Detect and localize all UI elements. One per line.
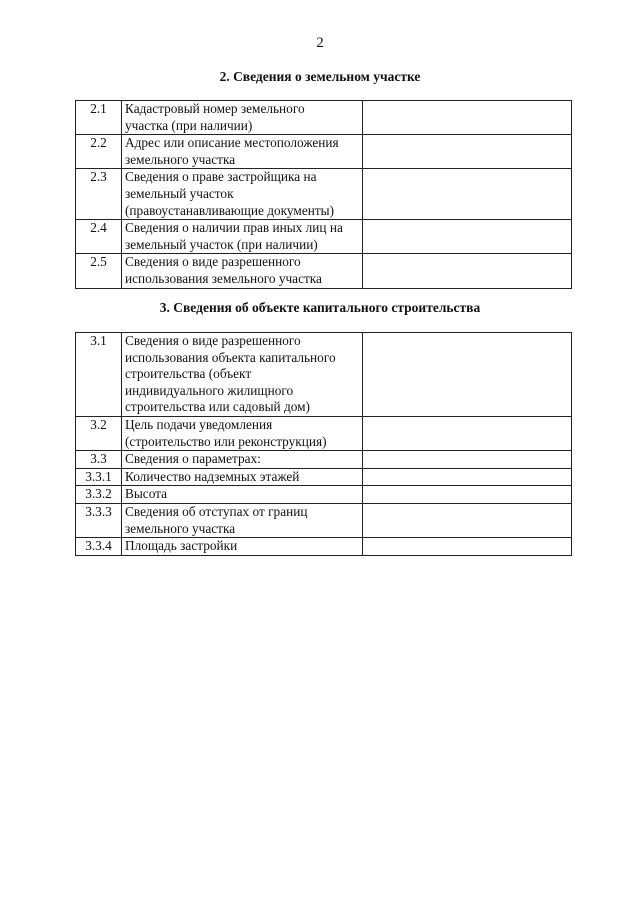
row-label: Цель подачи уведомления (строительство или реконструкция) — [122, 416, 363, 450]
page-number: 2 — [316, 35, 324, 51]
row-number: 3.3.2 — [76, 486, 122, 504]
row-value-field[interactable] — [363, 503, 572, 537]
row-value-field[interactable] — [363, 333, 572, 417]
table-row — [76, 333, 572, 417]
table-row — [76, 416, 572, 450]
row-number: 2.3 — [76, 169, 122, 220]
row-number: 2.1 — [76, 101, 122, 135]
row-value-field[interactable] — [363, 468, 572, 486]
row-label: Адрес или описание местоположения земельного участка — [122, 135, 363, 169]
table-row — [76, 503, 572, 537]
row-number: 2.5 — [76, 254, 122, 288]
table-row — [76, 486, 572, 504]
row-value-field[interactable] — [363, 538, 572, 556]
row-number: 2.2 — [76, 135, 122, 169]
table-row — [76, 451, 572, 469]
table-row — [76, 169, 572, 220]
row-label: Площадь застройки — [122, 538, 363, 556]
row-number: 3.3.3 — [76, 503, 122, 537]
row-label: Количество надземных этажей — [122, 468, 363, 486]
row-value-field[interactable] — [363, 135, 572, 169]
row-value-field[interactable] — [363, 101, 572, 135]
row-value-field[interactable] — [363, 486, 572, 504]
row-label: Сведения о виде разрешенного использования земельного участка — [122, 254, 363, 288]
row-value-field[interactable] — [363, 220, 572, 254]
row-label: Кадастровый номер земельного участка (при наличии) — [122, 101, 363, 135]
table-row — [76, 101, 572, 135]
row-number: 2.4 — [76, 220, 122, 254]
section-2-title: 2. Сведения о земельном участке — [219, 69, 421, 84]
row-value-field[interactable] — [363, 254, 572, 288]
construction-object-table — [75, 332, 572, 556]
row-number: 3.2 — [76, 416, 122, 450]
row-label: Сведения о параметрах: — [122, 451, 363, 469]
row-number: 3.3.4 — [76, 538, 122, 556]
land-plot-table — [75, 100, 572, 289]
table-row — [76, 220, 572, 254]
row-value-field[interactable] — [363, 416, 572, 450]
table-row — [76, 538, 572, 556]
row-number: 3.3.1 — [76, 468, 122, 486]
table-row — [76, 254, 572, 288]
table-row — [76, 468, 572, 486]
row-label: Сведения об отступах от границ земельного участка — [122, 503, 363, 537]
row-label: Сведения о виде разрешенного использования объекта капитального строительства (объект индивидуального жилищного строительства или садовый дом) — [122, 333, 363, 417]
row-label: Высота — [122, 486, 363, 504]
row-label: Сведения о наличии прав иных лиц на земельный участок (при наличии) — [122, 220, 363, 254]
table-row — [76, 135, 572, 169]
section-3-title: 3. Сведения об объекте капитального строительства — [159, 300, 481, 315]
row-number: 3.3 — [76, 451, 122, 469]
row-value-field[interactable] — [363, 169, 572, 220]
row-number: 3.1 — [76, 333, 122, 417]
row-label: Сведения о праве застройщика на земельный участок (правоустанавливающие документы) — [122, 169, 363, 220]
row-value-field[interactable] — [363, 451, 572, 469]
